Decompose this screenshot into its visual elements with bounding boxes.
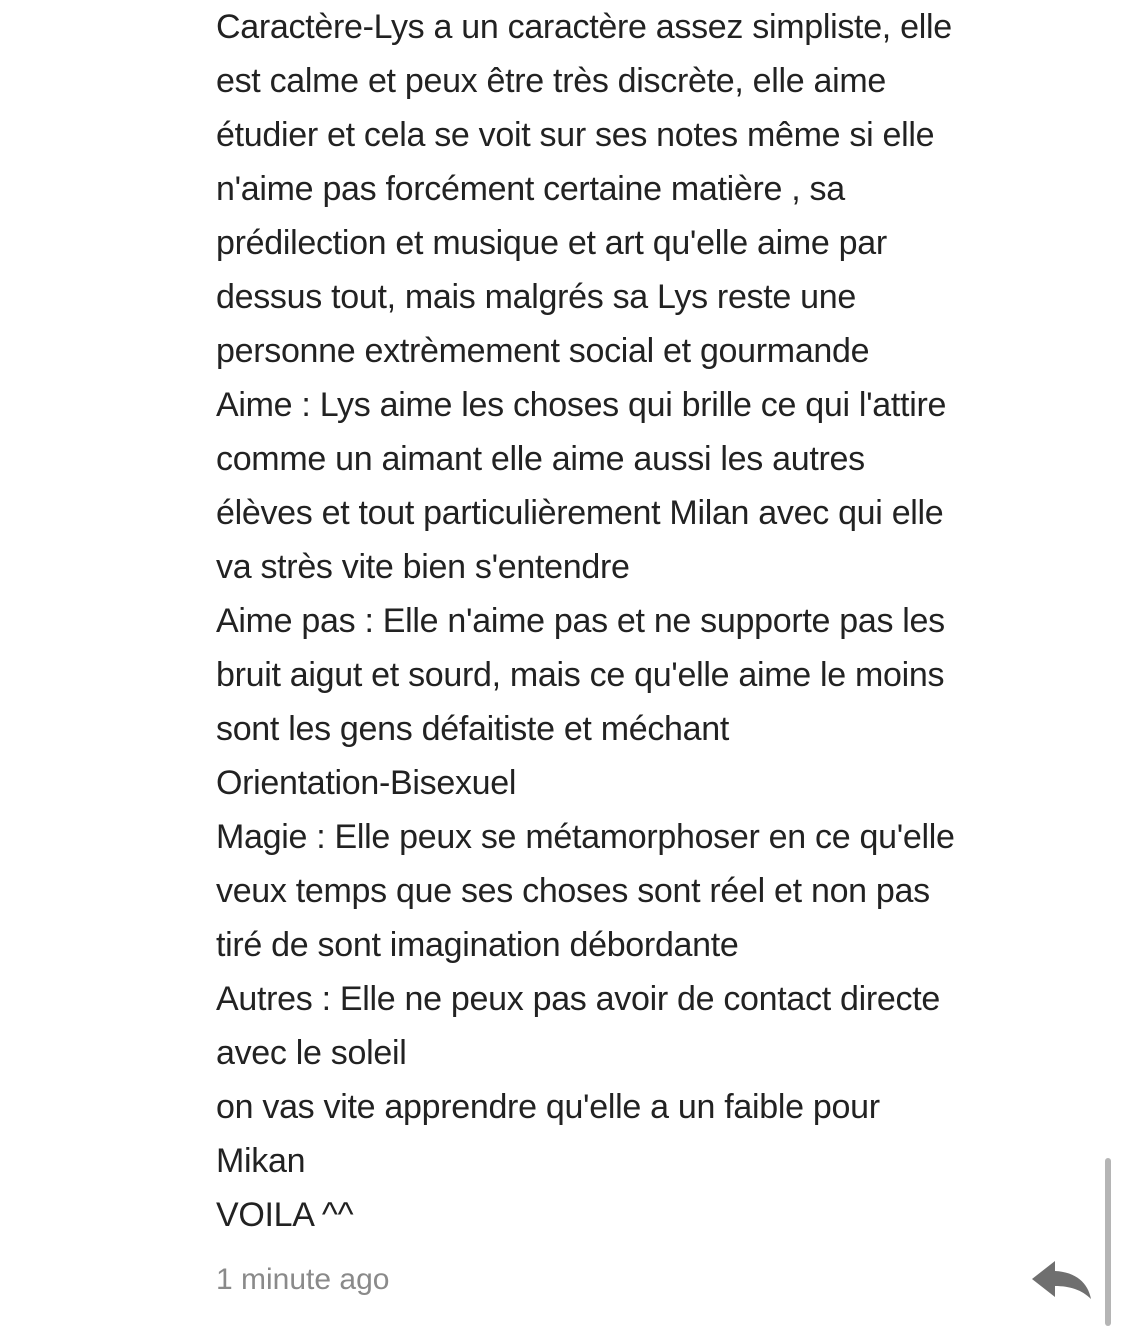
comment-line: est calme et peux être très discrète, elle aime <box>216 62 886 100</box>
comment-line: va strès vite bien s'entendre <box>216 548 630 586</box>
comment-line: tiré de sont imagination débordante <box>216 926 739 964</box>
comment-line: Caractère-Lys a un caractère assez simpliste, elle <box>216 8 952 46</box>
comment-line: Aime pas : Elle n'aime pas et ne supporte pas les <box>216 602 945 640</box>
comment-line: comme un aimant elle aime aussi les autres <box>216 440 865 478</box>
comment-line: personne extrèmement social et gourmande <box>216 332 870 370</box>
comment-line: élèves et tout particulièrement Milan avec qui elle <box>216 494 944 532</box>
reply-button[interactable] <box>1028 1258 1094 1302</box>
comment-line: Orientation-Bisexuel <box>216 764 517 802</box>
comment-line: avec le soleil <box>216 1034 407 1072</box>
comment-meta <box>216 1258 1096 1302</box>
comment-line: étudier et cela se voit sur ses notes même si elle <box>216 116 935 154</box>
comment-timestamp: 1 minute ago <box>216 1263 390 1296</box>
comment-body <box>216 0 1096 1242</box>
comment-line: Mikan <box>216 1142 306 1180</box>
comment-line: on vas vite apprendre qu'elle a un faible pour <box>216 1088 880 1126</box>
reply-arrow-icon <box>1028 1258 1094 1302</box>
comment-line: bruit aigut et sourd, mais ce qu'elle aime le moins <box>216 656 945 694</box>
comment <box>216 0 1096 1242</box>
comment-line: Autres : Elle ne peux pas avoir de contact directe <box>216 980 940 1018</box>
comment-line: sont les gens défaitiste et méchant <box>216 710 730 748</box>
comment-line: VOILA ^^ <box>216 1196 354 1234</box>
comment-line: n'aime pas forcément certaine matière , sa <box>216 170 845 208</box>
comment-line: veux temps que ses choses sont réel et non pas <box>216 872 930 910</box>
comment-line: Magie : Elle peux se métamorphoser en ce qu'elle <box>216 818 955 856</box>
comment-line: dessus tout, mais malgrés sa Lys reste une <box>216 278 856 316</box>
scrollbar[interactable] <box>1105 1158 1111 1326</box>
comment-line: prédilection et musique et art qu'elle aime par <box>216 224 887 262</box>
comment-line: Aime : Lys aime les choses qui brille ce qui l'attire <box>216 386 947 424</box>
